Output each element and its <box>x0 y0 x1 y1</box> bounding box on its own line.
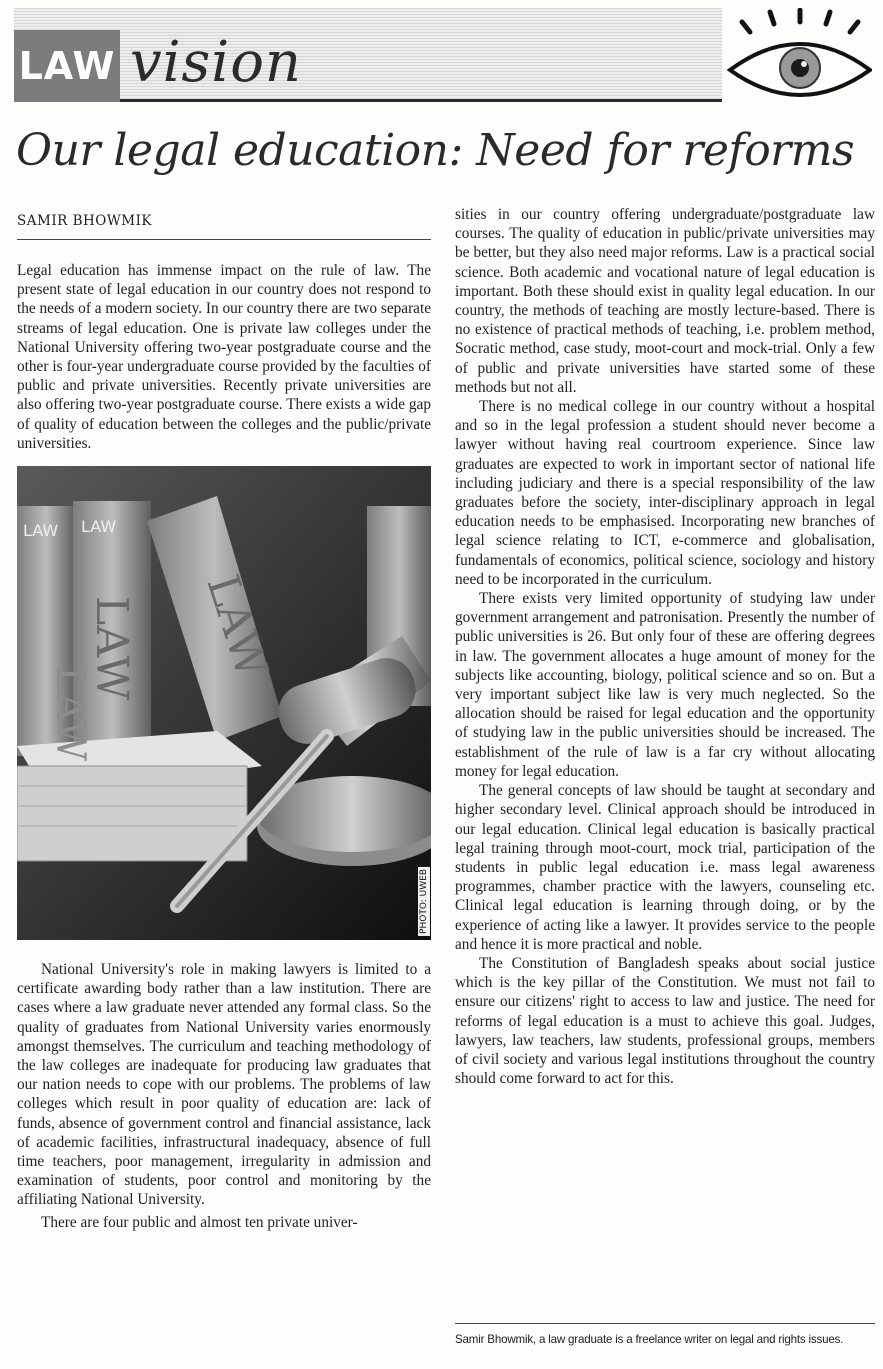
masthead-banner <box>14 8 872 102</box>
section-label-vision: vision <box>130 30 302 95</box>
book-spine-label: LAW <box>81 517 117 537</box>
paragraph: National University's role in making lawyers is limited to a certificate awarding body rather than a law institution. There are cases where a law graduate never attended any formal class. So the quality of graduates from National University varies enormously amongst themselves. The curriculum and teaching methodology of the law colleges are inadequate for producing law graduates that our nation needs to cope with our problems. The problems of law colleges which result in poor quality of education are: lack of funds, absence of government control and financial assistance, lack of academic facilities, infrastructural inadequacy, absence of full time teachers, poor management, irregularity in admission and examination of students, poor control and monitoring by the affiliating National University. <box>17 961 431 1209</box>
paragraph: sities in our country offering undergraduate/postgraduate law courses. The quality of education in public/private universities may be better, but they also need major reforms. Law is a practical social science. Both academic and vocational nature of legal education is important. Both these should exist in quality legal education. In our country, the methods of teaching are mostly lecture-based. There is no existence of practical methods of teaching, i.e. problem method, Socratic method, case study, moot-court and mock-trial. Only a few of public and private universities have started some of these methods but not all. <box>455 206 875 396</box>
paragraph: There are four public and almost ten private univer- <box>41 1213 358 1231</box>
paragraph: Legal education has immense impact on the rule of law. The present state of legal education in our country does not respond to the needs of a modern society. In our country there are two separate streams of legal education. One is private law colleges under the National University offering two-year postgraduate course and the other is four-year undergraduate course provided by the faculties of public and private universities. Recently private universities are also offering two-year postgraduate course. There exists a wide gap of quality of education between the colleges and the public/private universities. <box>17 262 431 452</box>
book-spine-label: LAW <box>23 521 59 541</box>
paragraph: The general concepts of law should be taught at secondary and higher secondary level. Clinical approach should be introduced in our legal education. Clinical legal education is basically practical legal training through moot-court, mock trial, participation of the students in public legal education i.e. mass legal awareness programmes, chamber practice with the lawyers, counseling etc. Clinical legal education is learning through doing, or by the experience of acting like a lawyer. It provides service to the people and hence it is more practical and noble. <box>455 782 875 953</box>
paragraph: The Constitution of Bangladesh speaks about social justice which is the key pillar of the Constitution. We must not fail to ensure our citizens' right to access to law and justice. The need for reforms of legal education is a must to achieve this goal. Judges, lawyers, law teachers, law students, professional groups, members of civil society and various legal institutions throughout the country should come forward to act for this. <box>455 954 875 1088</box>
paragraph: There is no medical college in our country without a hospital and so in the legal profession a student should never become a lawyer without having real courtroom experience. Since law graduates are expected to work in important sector of national life including judiciary and there is a special responsibility of the law graduates before the society, inter-disciplinary approach in legal education needs to be emphasised. Incorporating new branches of legal science relating to ICT, e-commerce and globalisation, fundamentals of economics, political science, sociology and history need to be incorporated in the curriculum. <box>455 398 875 588</box>
law-books-gavel-image <box>17 466 431 940</box>
section-label-law: LAW <box>14 30 120 102</box>
book-spine-label: LAW <box>196 568 278 684</box>
author-byline: SAMIR BHOWMIK <box>17 205 431 240</box>
article-headline: Our legal education: Need for reforms <box>16 125 855 176</box>
article-photo <box>17 466 431 940</box>
right-column <box>455 205 875 1088</box>
book-spine-label: LAW <box>47 666 93 761</box>
photo-credit: PHOTO: UWEB <box>419 869 429 935</box>
paragraph: There exists very limited opportunity of studying law under government arrangement and patronisation. Presently the number of public universities is 26. But only four of these are offering degrees in law. The government allocates a huge amount of money for the subjects like accounting, biology, political science and so on. But a very important subject like law is very much neglected. So the allocation should be raised for legal education and the opportunity of studying law in the public universities should be increased. The establishment of the rule of law is a far cry without allocating money for legal education. <box>455 590 875 780</box>
left-column <box>17 205 431 1232</box>
eye-icon <box>722 8 872 102</box>
book-spine-label: LAW <box>86 596 137 701</box>
author-note: Samir Bhowmik, a law graduate is a freelance writer on legal and rights issues. <box>455 1323 875 1346</box>
